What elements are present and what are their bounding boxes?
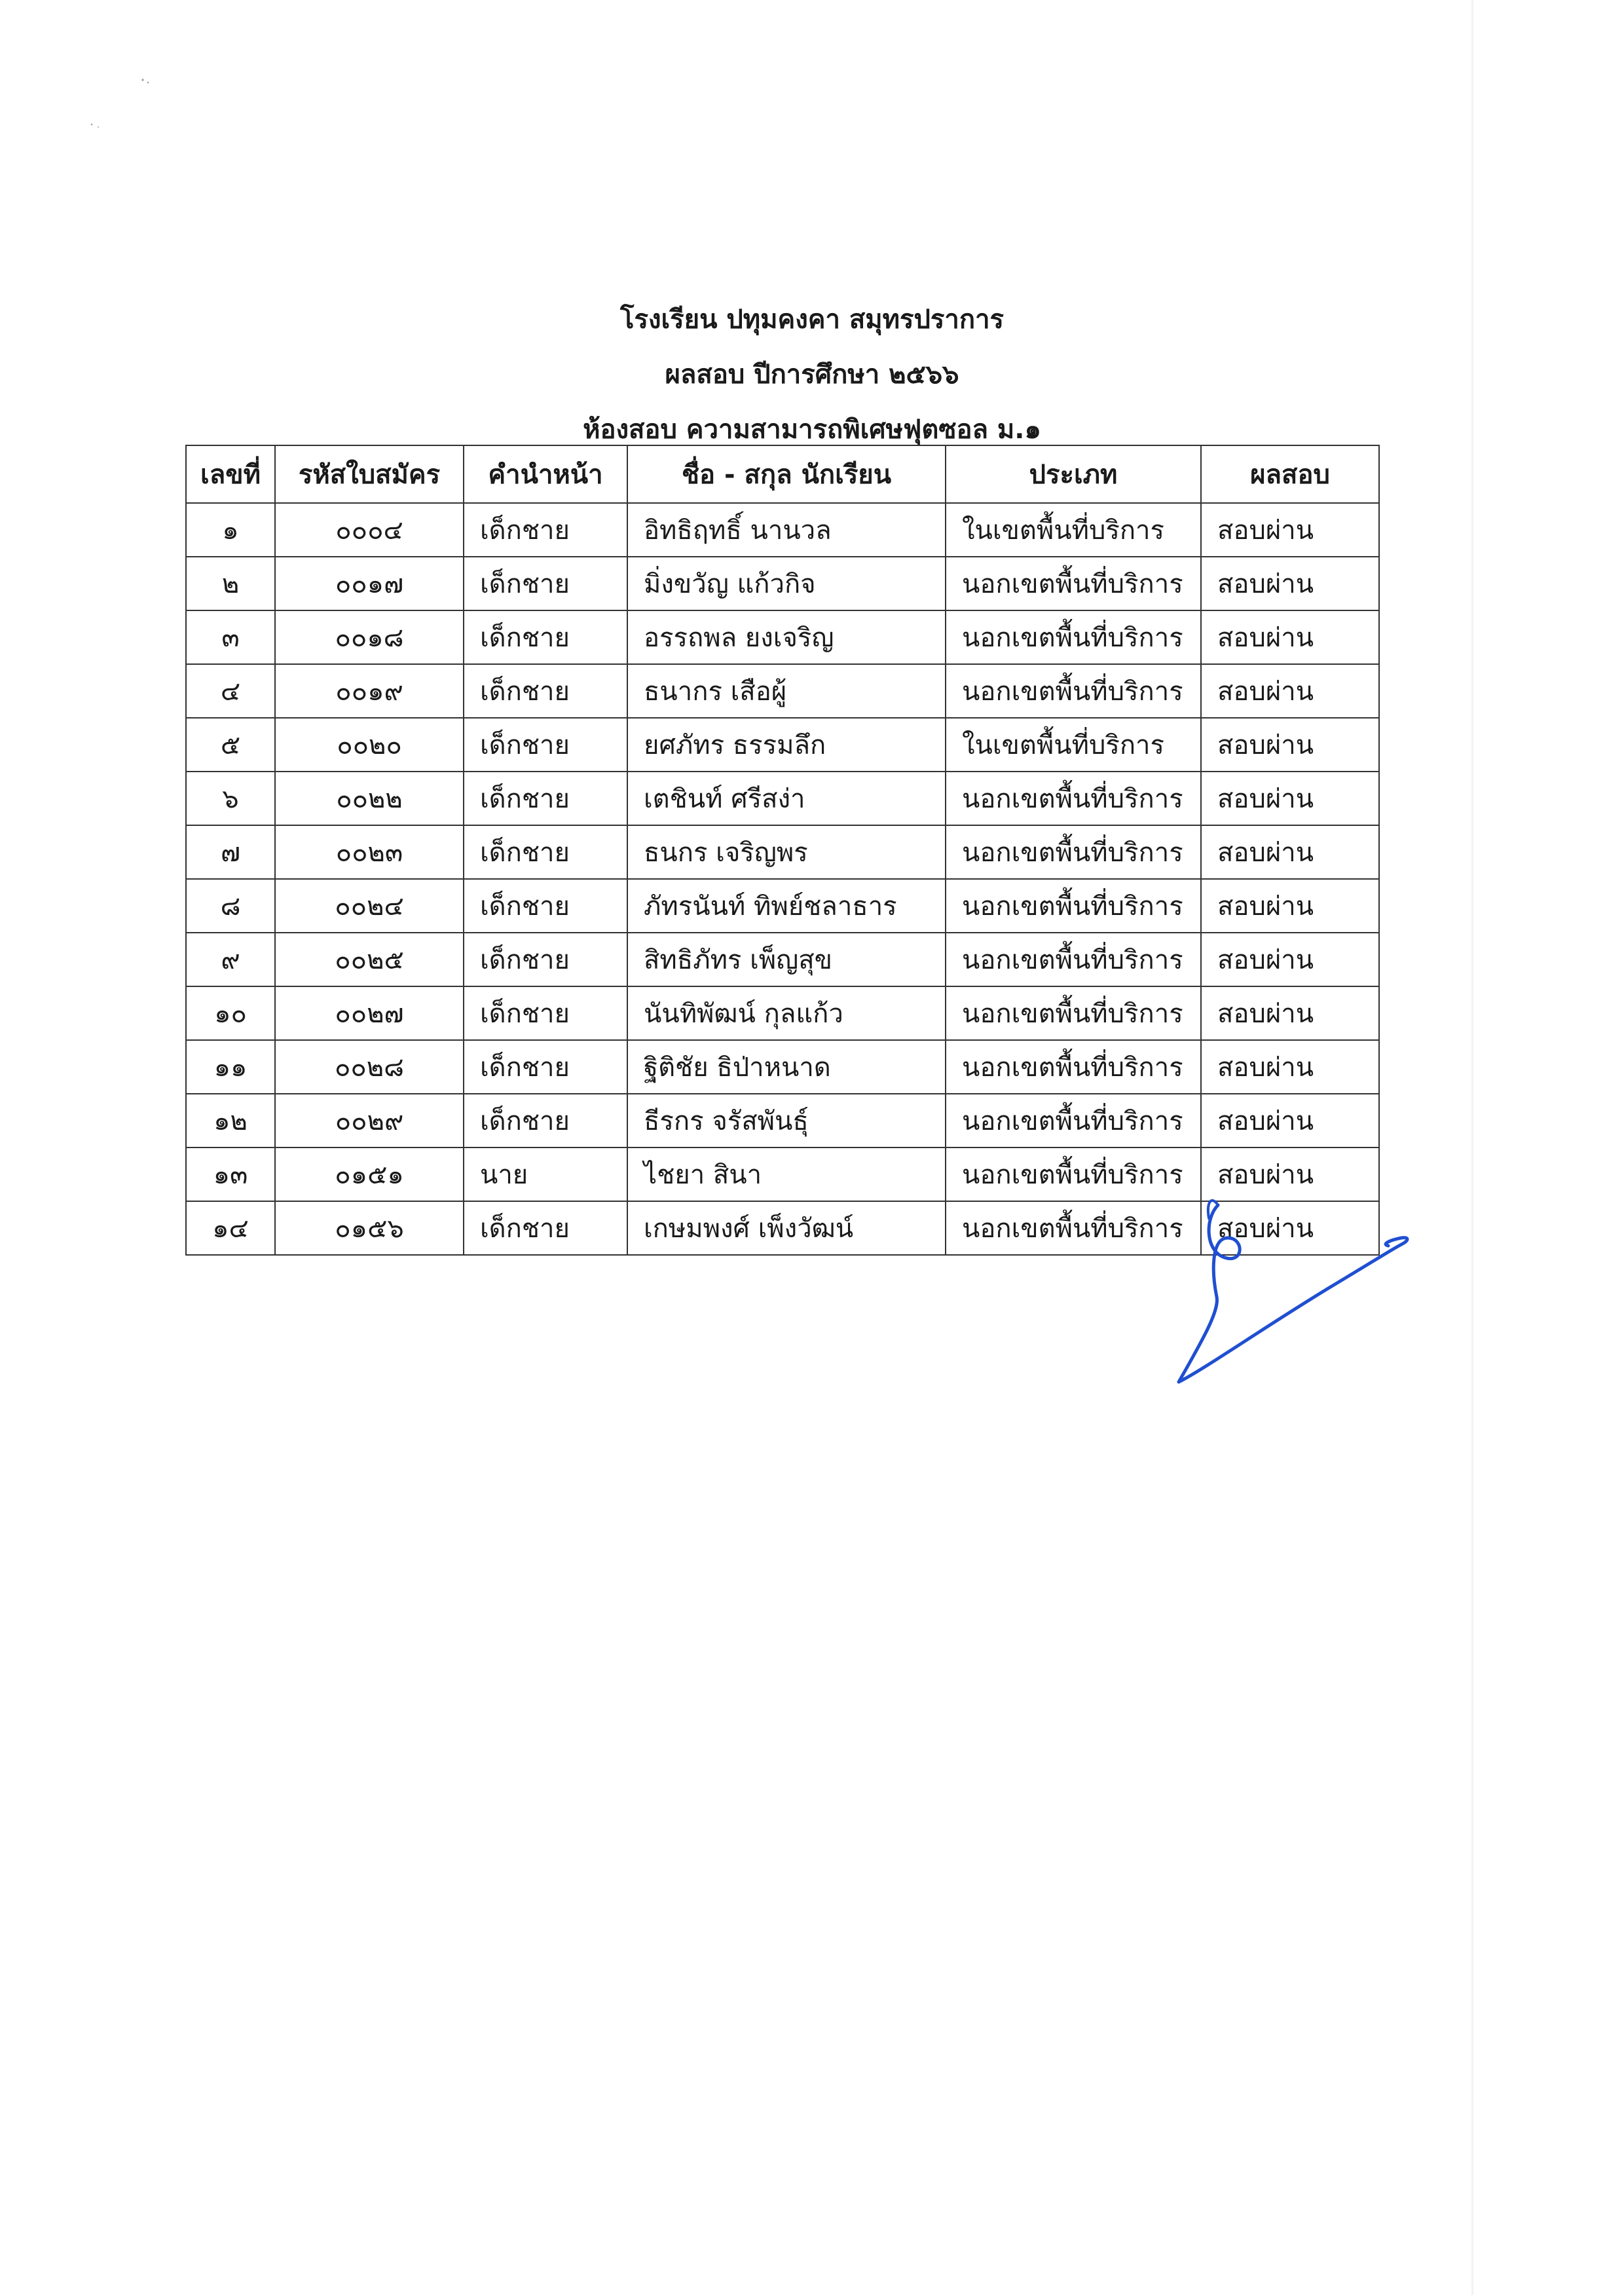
table-row [186, 1040, 1379, 1094]
cell-result: สอบผ่าน [1201, 718, 1379, 772]
cell-application-code: ๐๑๕๑ [275, 1148, 464, 1201]
cell-result: สอบผ่าน [1201, 1040, 1379, 1094]
cell-type: นอกเขตพื้นที่บริการ [946, 825, 1201, 879]
cell-student-name: ยศภัทร ธรรมลึก [627, 718, 946, 772]
cell-application-code: ๐๐๑๘ [275, 610, 464, 664]
cell-number: ๒ [186, 557, 275, 610]
cell-number: ๑๑ [186, 1040, 275, 1094]
cell-type: นอกเขตพื้นที่บริการ [946, 1201, 1201, 1255]
cell-student-name: นันทิพัฒน์ กุลแก้ว [627, 986, 946, 1040]
cell-number: ๑ [186, 503, 275, 557]
cell-prefix: เด็กชาย [464, 1040, 627, 1094]
cell-type: ในเขตพื้นที่บริการ [946, 503, 1201, 557]
cell-application-code: ๐๐๒๔ [275, 879, 464, 933]
column-header-student-name: ชื่อ - สกุล นักเรียน [627, 445, 946, 503]
table-row [186, 825, 1379, 879]
cell-type: นอกเขตพื้นที่บริการ [946, 1148, 1201, 1201]
cell-result: สอบผ่าน [1201, 557, 1379, 610]
cell-result: สอบผ่าน [1201, 933, 1379, 986]
cell-student-name: เตชินท์ ศรีสง่า [627, 772, 946, 825]
cell-prefix: เด็กชาย [464, 610, 627, 664]
table-row [186, 772, 1379, 825]
cell-type: นอกเขตพื้นที่บริการ [946, 1094, 1201, 1148]
cell-result: สอบผ่าน [1201, 986, 1379, 1040]
cell-application-code: ๐๐๒๐ [275, 718, 464, 772]
cell-number: ๘ [186, 879, 275, 933]
cell-student-name: ธนกร เจริญพร [627, 825, 946, 879]
cell-number: ๔ [186, 664, 275, 718]
cell-prefix: เด็กชาย [464, 1094, 627, 1148]
cell-prefix: เด็กชาย [464, 557, 627, 610]
cell-prefix: เด็กชาย [464, 986, 627, 1040]
cell-result: สอบผ่าน [1201, 503, 1379, 557]
cell-result: สอบผ่าน [1201, 1094, 1379, 1148]
cell-student-name: สิทธิภัทร เพ็ญสุข [627, 933, 946, 986]
cell-application-code: ๐๐๒๙ [275, 1094, 464, 1148]
cell-result: สอบผ่าน [1201, 879, 1379, 933]
cell-prefix: เด็กชาย [464, 503, 627, 557]
cell-prefix: เด็กชาย [464, 772, 627, 825]
cell-type: นอกเขตพื้นที่บริการ [946, 772, 1201, 825]
column-header-type: ประเภท [946, 445, 1201, 503]
cell-application-code: ๐๐๐๔ [275, 503, 464, 557]
cell-prefix: เด็กชาย [464, 825, 627, 879]
column-header-prefix: คำนำหน้า [464, 445, 627, 503]
cell-type: ในเขตพื้นที่บริการ [946, 718, 1201, 772]
column-header-result: ผลสอบ [1201, 445, 1379, 503]
cell-type: นอกเขตพื้นที่บริการ [946, 664, 1201, 718]
results-table [185, 445, 1380, 1256]
cell-application-code: ๐๐๑๙ [275, 664, 464, 718]
cell-number: ๑๐ [186, 986, 275, 1040]
scan-edge-line [1471, 0, 1473, 2295]
cell-type: นอกเขตพื้นที่บริการ [946, 1040, 1201, 1094]
exam-room-title: ห้องสอบ ความสามารถพิเศษฟุตซอล ม.๑ [583, 415, 1041, 445]
table-row [186, 557, 1379, 610]
cell-result: สอบผ่าน [1201, 610, 1379, 664]
cell-student-name: ฐิติชัย ธิป่าหนาด [627, 1040, 946, 1094]
table-row [186, 718, 1379, 772]
cell-type: นอกเขตพื้นที่บริการ [946, 879, 1201, 933]
cell-prefix: เด็กชาย [464, 933, 627, 986]
cell-prefix: นาย [464, 1148, 627, 1201]
cell-number: ๖ [186, 772, 275, 825]
column-header-number: เลขที่ [186, 445, 275, 503]
cell-prefix: เด็กชาย [464, 879, 627, 933]
table-row [186, 503, 1379, 557]
cell-result: สอบผ่าน [1201, 1201, 1379, 1255]
cell-application-code: ๐๐๑๗ [275, 557, 464, 610]
cell-application-code: ๐๐๒๗ [275, 986, 464, 1040]
cell-result: สอบผ่าน [1201, 664, 1379, 718]
cell-number: ๙ [186, 933, 275, 986]
table-row [186, 610, 1379, 664]
cell-prefix: เด็กชาย [464, 718, 627, 772]
cell-student-name: อรรถพล ยงเจริญ [627, 610, 946, 664]
table-row [186, 879, 1379, 933]
result-year-title: ผลสอบ ปีการศึกษา ๒๕๖๖ [665, 360, 959, 390]
cell-type: นอกเขตพื้นที่บริการ [946, 986, 1201, 1040]
cell-result: สอบผ่าน [1201, 825, 1379, 879]
cell-student-name: มิ่งขวัญ แก้วกิจ [627, 557, 946, 610]
cell-number: ๑๔ [186, 1201, 275, 1255]
cell-student-name: ภัทรนันท์ ทิพย์ชลาธาร [627, 879, 946, 933]
cell-student-name: อิทธิฤทธิ์ นานวล [627, 503, 946, 557]
cell-result: สอบผ่าน [1201, 1148, 1379, 1201]
handwritten-signature [1166, 1192, 1414, 1402]
cell-type: นอกเขตพื้นที่บริการ [946, 610, 1201, 664]
cell-student-name: ธีรกร จรัสพันธุ์ [627, 1094, 946, 1148]
table-row [186, 1094, 1379, 1148]
table-row [186, 986, 1379, 1040]
cell-application-code: ๐๐๒๕ [275, 933, 464, 986]
cell-application-code: ๐๐๒๘ [275, 1040, 464, 1094]
scan-specks [85, 72, 164, 138]
cell-number: ๓ [186, 610, 275, 664]
cell-application-code: ๐๑๕๖ [275, 1201, 464, 1255]
column-header-application-code: รหัสใบสมัคร [275, 445, 464, 503]
cell-student-name: ไชยา สินา [627, 1148, 946, 1201]
table-header-row [186, 445, 1379, 503]
cell-application-code: ๐๐๒๒ [275, 772, 464, 825]
cell-prefix: เด็กชาย [464, 664, 627, 718]
cell-number: ๑๒ [186, 1094, 275, 1148]
cell-type: นอกเขตพื้นที่บริการ [946, 557, 1201, 610]
cell-number: ๗ [186, 825, 275, 879]
table-row [186, 933, 1379, 986]
cell-result: สอบผ่าน [1201, 772, 1379, 825]
cell-number: ๑๓ [186, 1148, 275, 1201]
cell-prefix: เด็กชาย [464, 1201, 627, 1255]
cell-student-name: ธนากร เสือผู้ [627, 664, 946, 718]
signature-stroke [1179, 1205, 1407, 1382]
table-row [186, 664, 1379, 718]
cell-number: ๕ [186, 718, 275, 772]
cell-application-code: ๐๐๒๓ [275, 825, 464, 879]
cell-type: นอกเขตพื้นที่บริการ [946, 933, 1201, 986]
cell-student-name: เกษมพงศ์ เพ็งวัฒน์ [627, 1201, 946, 1255]
school-title: โรงเรียน ปทุมคงคา สมุทรปราการ [619, 305, 1005, 335]
